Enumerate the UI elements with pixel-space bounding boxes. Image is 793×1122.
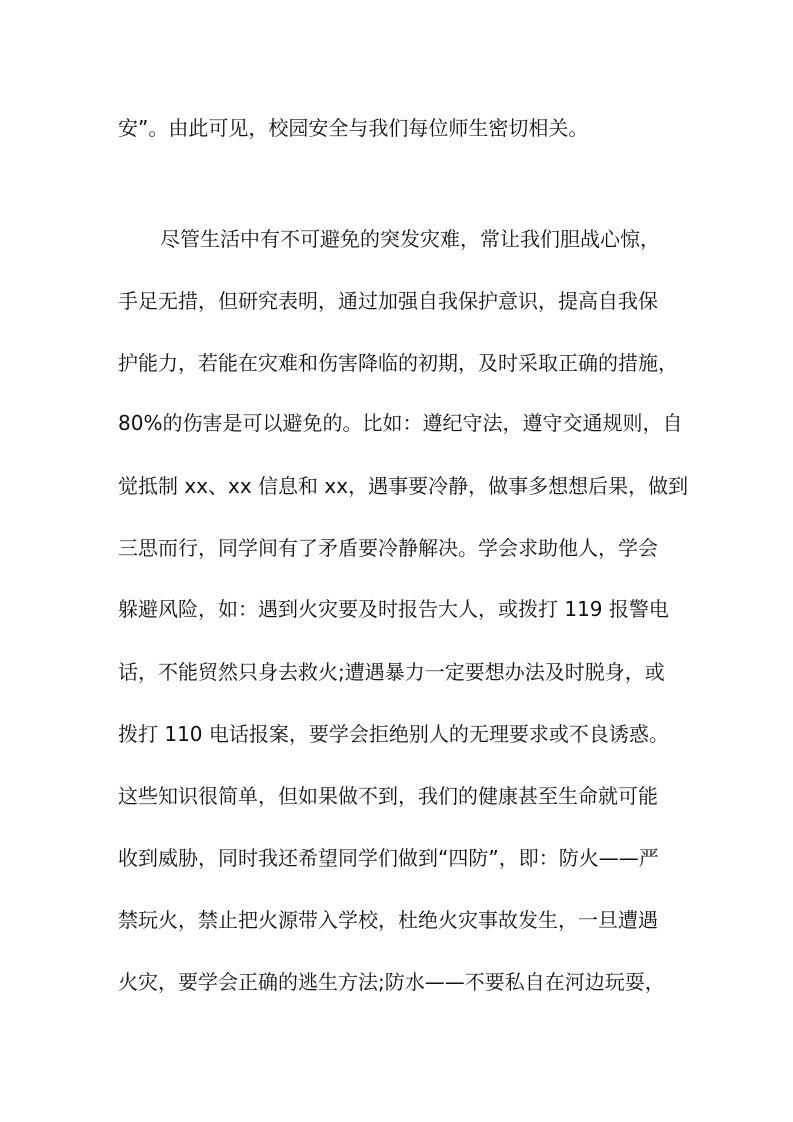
paragraph-line-14: 火灾，要学会正确的逃生方法;防水——不要私自在河边玩耍， [118, 970, 665, 994]
paragraph-line-3: 手足无措，但研究表明，通过加强自我保护意识，提高自我保 [118, 289, 658, 313]
paragraph-line-13: 禁玩火，禁止把火源带入学校，杜绝火灾事故发生，一旦遭遇 [118, 908, 658, 932]
paragraph-line-6: 觉抵制 xx、xx 信息和 xx，遇事要冷静，做事多想想后果，做到 [118, 474, 689, 498]
paragraph-line-7: 三思而行，同学间有了矛盾要冷静解决。学会求助他人，学会 [118, 536, 658, 560]
paragraph-line-10: 拨打 110 电话报案，要学会拒绝别人的无理要求或不良诱惑。 [118, 722, 669, 746]
paragraph-line-2: 尽管生活中有不可避免的突发灾难，常让我们胆战心惊， [160, 227, 660, 251]
paragraph-line-12: 收到威胁，同时我还希望同学们做到“四防”，即：防火——严 [118, 846, 659, 870]
paragraph-line-4: 护能力，若能在灾难和伤害降临的初期，及时采取正确的措施， [118, 351, 678, 375]
paragraph-line-9: 话，不能贸然只身去救火;遭遇暴力一定要想办法及时脱身，或 [118, 660, 665, 684]
paragraph-line-1: 安”。由此可见，校园安全与我们每位师生密切相关。 [118, 116, 589, 140]
paragraph-line-11: 这些知识很简单，但如果做不到，我们的健康甚至生命就可能 [118, 784, 658, 808]
paragraph-line-5: 80%的伤害是可以避免的。比如：遵纪守法，遵守交通规则，自 [118, 411, 683, 435]
paragraph-line-8: 躲避风险，如：遇到火灾要及时报告大人，或拨打 119 报警电 [118, 597, 669, 621]
